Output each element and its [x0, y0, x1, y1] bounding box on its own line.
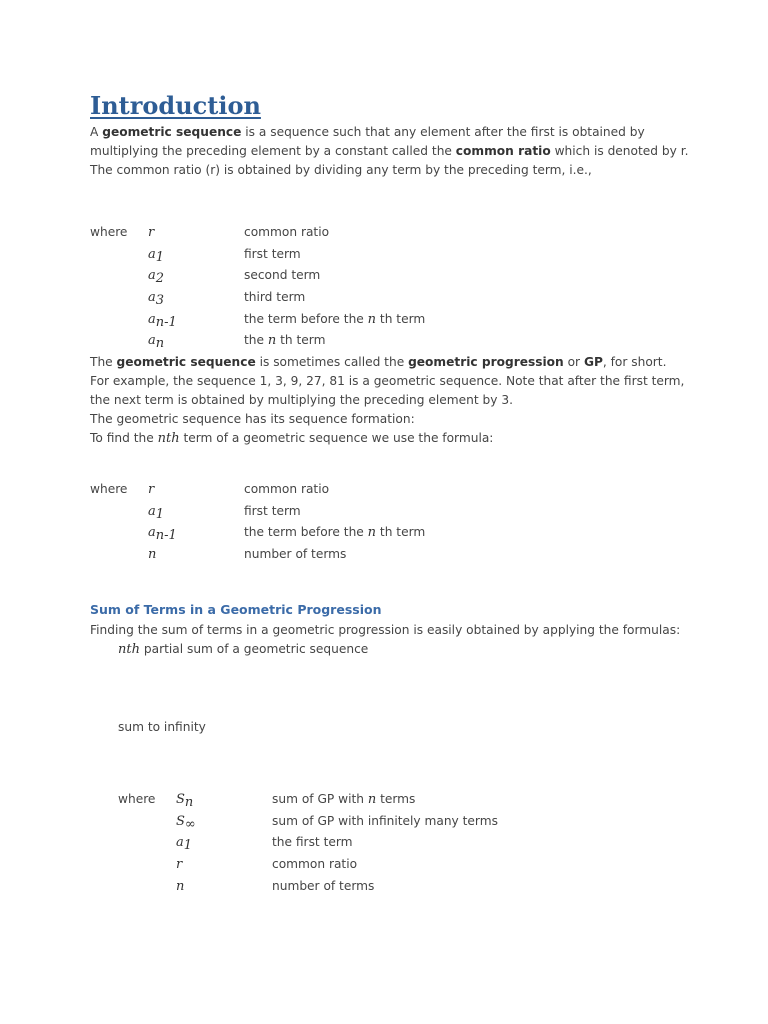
- table-cell: number of terms: [244, 547, 347, 562]
- table-cell: number of terms: [272, 878, 375, 893]
- table-cell: common ratio: [244, 482, 330, 496]
- table-cell: sum of GP with n terms: [272, 792, 416, 807]
- table-row: $S_\infty$: [176, 813, 196, 832]
- table-row: r: [176, 857, 183, 873]
- table-row: $a_1$: [176, 835, 193, 854]
- table-cell: common ratio: [272, 857, 358, 872]
- table-row: r: [148, 482, 155, 497]
- table-cell: first term: [244, 246, 301, 261]
- table-cell: the term before the n th term: [244, 311, 426, 327]
- intro-line-1: A geometric sequence is a sequence such that any element after the first is obtained by: [90, 125, 645, 139]
- table-cell: third term: [244, 290, 306, 305]
- table-cell: second term: [244, 268, 321, 283]
- partial-sum-label: nth partial sum of a geometric sequence: [118, 642, 369, 657]
- sum-intro: Finding the sum of terms in a geometric progression is easily obtained by applying the formulas:: [90, 623, 681, 637]
- gp-line-1: The geometric sequence is sometimes called the geometric progression or GP, for short.: [90, 355, 667, 369]
- variable-table-2-descriptions: [244, 479, 425, 566]
- table-row: $a_3$: [148, 290, 165, 309]
- variable-table-3-symbols: [176, 789, 196, 897]
- table-row: $a_{n-1}$: [148, 525, 177, 544]
- table-cell: the first term: [272, 835, 353, 850]
- gp-line-2: For example, the sequence 1, 3, 9, 27, 81 is a geometric sequence. Note that after the first term,: [90, 374, 685, 388]
- where-label-2: where: [90, 482, 128, 496]
- table-cell: sum of GP with infinitely many terms: [272, 813, 498, 828]
- intro-paragraph: [90, 123, 688, 180]
- variable-table-1-descriptions: [244, 222, 425, 352]
- table-cell: the term before the n th term: [244, 525, 426, 541]
- page-title: Introduction: [90, 91, 261, 120]
- where-label-1: where: [90, 225, 128, 239]
- table-row: $a_2$: [148, 268, 165, 287]
- table-row: $a_{n-1}$: [148, 311, 177, 330]
- where-label-3: where: [118, 792, 156, 806]
- table-row: $a_1$: [148, 503, 165, 522]
- gp-line-3: the next term is obtained by multiplying the preceding element by 3.: [90, 393, 513, 407]
- sum-to-infinity-label: sum to infinity: [118, 720, 206, 734]
- table-row: r: [148, 225, 155, 240]
- section-heading-sum: Sum of Terms in a Geometric Progression: [90, 602, 382, 617]
- table-cell: common ratio: [244, 225, 330, 239]
- intro-line-3: The common ratio (r) is obtained by dividing any term by the preceding term, i.e.,: [90, 163, 592, 177]
- gp-line-5: To find the nth term of a geometric sequence we use the formula:: [90, 431, 494, 446]
- variable-table-3-descriptions: [272, 789, 498, 897]
- variable-table-2-symbols: [148, 479, 177, 566]
- intro-line-2: multiplying the preceding element by a constant called the common ratio which is denoted by r.: [90, 144, 689, 158]
- table-row: n: [148, 547, 157, 563]
- table-row: n: [176, 878, 185, 894]
- gp-paragraph: [90, 353, 684, 448]
- table-cell: the n th term: [244, 333, 326, 349]
- table-cell: first term: [244, 503, 301, 518]
- gp-line-4: The geometric sequence has its sequence formation:: [90, 412, 415, 426]
- table-row: $a_1$: [148, 246, 165, 265]
- table-row: $S_n$: [176, 792, 194, 810]
- table-row: $a_n$: [148, 333, 165, 352]
- variable-table-1-symbols: [148, 222, 177, 352]
